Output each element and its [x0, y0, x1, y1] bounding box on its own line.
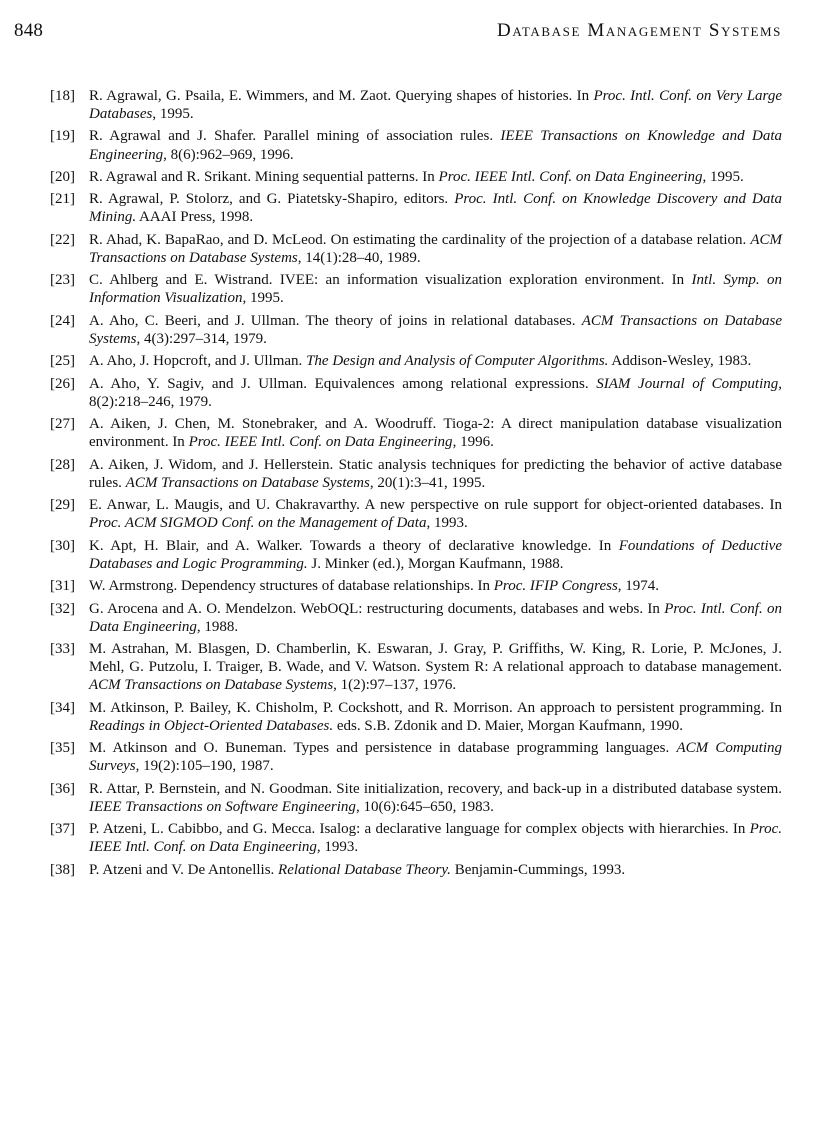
- reference-text: [89, 640, 782, 694]
- reference-text: [89, 190, 782, 226]
- reference-venue: ACM Transactions on Database Systems: [125, 474, 370, 491]
- reference-text: [89, 456, 782, 492]
- reference-authors-text: A. Aho, C. Beeri, and J. Ullman. The theory of joins in relational databases.: [89, 312, 582, 329]
- reference-venue: IEEE Transactions on Knowledge and Data Engineering: [89, 128, 782, 163]
- running-title: Database Management Systems: [497, 20, 782, 41]
- reference-authors-text: R. Agrawal and R. Srikant. Mining sequential patterns. In: [89, 168, 439, 185]
- reference-text: [89, 496, 782, 532]
- reference-item: [50, 577, 782, 595]
- reference-details: , 1(2):97–137, 1976.: [333, 677, 457, 694]
- reference-authors-text: R. Ahad, K. BapaRao, and D. McLeod. On estimating the cardinality of the projection of a database relation.: [89, 231, 751, 248]
- reference-list: [50, 87, 782, 883]
- reference-number: [25]: [50, 353, 75, 370]
- reference-details: J. Minker (ed.), Morgan Kaufmann, 1988.: [307, 555, 564, 572]
- reference-authors-text: M. Atkinson and O. Buneman. Types and persistence in database programming languages.: [89, 740, 677, 757]
- reference-authors-text: R. Agrawal and J. Shafer. Parallel mining of association rules.: [89, 128, 501, 145]
- reference-number: [21]: [50, 191, 75, 208]
- reference-number: [20]: [50, 168, 75, 185]
- reference-item: [50, 127, 782, 163]
- reference-text: [89, 600, 782, 636]
- reference-number: [38]: [50, 861, 75, 878]
- reference-details: Benjamin-Cummings, 1993.: [450, 861, 626, 878]
- reference-venue: Readings in Object-Oriented Databases.: [89, 717, 334, 734]
- reference-item: [50, 271, 782, 307]
- reference-details: , 1995.: [242, 290, 284, 307]
- reference-venue: The Design and Analysis of Computer Algorithms.: [306, 353, 609, 370]
- reference-venue: Proc. IEEE Intl. Conf. on Data Engineering: [438, 168, 703, 185]
- reference-authors-text: M. Atkinson, P. Bailey, K. Chisholm, P. Cockshott, and R. Morrison. An approach to persistent programming. In: [89, 699, 782, 716]
- reference-text: [89, 699, 782, 735]
- reference-venue: SIAM Journal of Computing: [596, 375, 779, 392]
- reference-details: , 1995.: [152, 106, 194, 123]
- reference-item: [50, 820, 782, 856]
- reference-text: [89, 415, 782, 451]
- reference-authors-text: P. Atzeni, L. Cabibbo, and G. Mecca. Isalog: a declarative language for complex objects with hierarchies. In: [89, 821, 750, 838]
- page-number: 848: [14, 20, 44, 41]
- reference-item: [50, 456, 782, 492]
- reference-venue: IEEE Transactions on Software Engineering: [89, 798, 356, 815]
- reference-details: , 10(6):645–650, 1983.: [355, 798, 494, 815]
- reference-venue: Proc. IFIP Congress: [493, 578, 618, 595]
- reference-details: , 1993.: [426, 515, 468, 532]
- reference-details: AAAI Press, 1998.: [136, 209, 254, 226]
- reference-text: [89, 780, 782, 816]
- reference-authors-text: R. Agrawal, P. Stolorz, and G. Piatetsky-Shapiro, editors.: [89, 191, 455, 208]
- reference-text: [89, 537, 782, 573]
- reference-item: [50, 87, 782, 123]
- reference-authors-text: C. Ahlberg and E. Wistrand. IVEE: an information visualization exploration environment. In: [89, 272, 692, 289]
- reference-venue: Proc. ACM SIGMOD Conf. on the Management of Data: [89, 515, 427, 532]
- reference-venue: Proc. Intl. Conf. on Data Engineering: [89, 600, 782, 635]
- reference-item: [50, 739, 782, 775]
- reference-item: [50, 375, 782, 411]
- reference-venue: Proc. Intl. Conf. on Very Large Databases: [89, 88, 782, 123]
- reference-authors-text: A. Aiken, J. Widom, and J. Hellerstein. Static analysis techniques for predicting the behavior of active database rules.: [89, 456, 782, 491]
- reference-details: Addison-Wesley, 1983.: [608, 353, 752, 370]
- reference-text: [89, 352, 782, 370]
- reference-authors-text: R. Attar, P. Bernstein, and N. Goodman. Site initialization, recovery, and back-up in a distributed database system.: [89, 780, 782, 797]
- reference-text: [89, 312, 782, 348]
- reference-item: [50, 600, 782, 636]
- reference-details: , 8(2):218–246, 1979.: [89, 375, 783, 410]
- reference-item: [50, 861, 782, 879]
- reference-number: [22]: [50, 231, 75, 248]
- reference-details: eds. S.B. Zdonik and D. Maier, Morgan Kaufmann, 1990.: [333, 717, 684, 734]
- reference-details: , 20(1):3–41, 1995.: [369, 474, 486, 491]
- reference-authors-text: G. Arocena and A. O. Mendelzon. WebOQL: restructuring documents, databases and webs. In: [89, 600, 665, 617]
- reference-text: [89, 861, 782, 879]
- reference-details: , 1996.: [452, 434, 494, 451]
- reference-number: [23]: [50, 272, 75, 289]
- reference-text: [89, 820, 782, 856]
- reference-text: [89, 231, 782, 267]
- reference-text: [89, 375, 782, 411]
- reference-details: , 1995.: [702, 168, 744, 185]
- reference-venue: Relational Database Theory.: [278, 861, 451, 878]
- reference-authors-text: A. Aho, J. Hopcroft, and J. Ullman.: [89, 353, 307, 370]
- reference-number: [26]: [50, 375, 75, 392]
- reference-venue: ACM Transactions on Database Systems: [89, 312, 782, 347]
- reference-authors-text: M. Astrahan, M. Blasgen, D. Chamberlin, K. Eswaran, J. Gray, P. Griffiths, W. King, R. Lorie, P. McJones, J. Mehl, G. Putzolu, I. Traiger, B. Wade, and V. Watson. System R: A relational approach to database management.: [89, 640, 782, 676]
- reference-text: [89, 739, 782, 775]
- reference-item: [50, 496, 782, 532]
- reference-venue: Intl. Symp. on Information Visualization: [89, 272, 782, 307]
- reference-authors-text: K. Apt, H. Blair, and A. Walker. Towards a theory of declarative knowledge. In: [89, 537, 619, 554]
- reference-venue: Proc. Intl. Conf. on Knowledge Discovery and Data Mining.: [89, 191, 782, 226]
- reference-item: [50, 312, 782, 348]
- reference-venue: ACM Transactions on Database Systems: [89, 231, 782, 266]
- reference-number: [27]: [50, 416, 75, 433]
- reference-venue: ACM Computing Surveys: [89, 740, 782, 775]
- reference-text: [89, 271, 782, 307]
- reference-details: , 19(2):105–190, 1987.: [135, 758, 274, 775]
- reference-item: [50, 780, 782, 816]
- reference-number: [18]: [50, 88, 75, 104]
- reference-details: , 8(6):962–969, 1996.: [163, 146, 294, 163]
- reference-number: [37]: [50, 821, 75, 838]
- reference-number: [30]: [50, 537, 75, 554]
- reference-venue: Proc. IEEE Intl. Conf. on Data Engineering: [89, 821, 782, 856]
- reference-text: [89, 87, 782, 123]
- reference-number: [35]: [50, 740, 75, 757]
- reference-item: [50, 190, 782, 226]
- reference-text: [89, 127, 782, 163]
- reference-details: , 14(1):28–40, 1989.: [297, 249, 421, 266]
- reference-number: [19]: [50, 128, 75, 145]
- reference-item: [50, 537, 782, 573]
- reference-authors-text: A. Aho, Y. Sagiv, and J. Ullman. Equivalences among relational expressions.: [89, 375, 597, 392]
- reference-authors-text: W. Armstrong. Dependency structures of database relationships. In: [89, 578, 494, 595]
- reference-details: , 1974.: [617, 578, 660, 595]
- reference-item: [50, 168, 782, 186]
- reference-item: [50, 231, 782, 267]
- reference-text: [89, 168, 782, 186]
- reference-venue: ACM Transactions on Database Systems: [89, 677, 334, 694]
- reference-venue: Proc. IEEE Intl. Conf. on Data Engineering: [188, 434, 453, 451]
- reference-venue: Foundations of Deductive Databases and Logic Programming.: [89, 537, 782, 572]
- reference-number: [36]: [50, 780, 75, 797]
- reference-number: [32]: [50, 600, 75, 617]
- reference-number: [33]: [50, 640, 75, 657]
- reference-authors-text: E. Anwar, L. Maugis, and U. Chakravarthy. A new perspective on rule support for object-oriented databases. In: [89, 497, 782, 514]
- reference-number: [28]: [50, 456, 75, 473]
- reference-authors-text: R. Agrawal, G. Psaila, E. Wimmers, and M. Zaot. Querying shapes of histories. In: [89, 88, 594, 104]
- reference-details: , 1993.: [316, 839, 359, 856]
- reference-details: , 1988.: [196, 618, 239, 635]
- reference-item: [50, 415, 782, 451]
- reference-text: [89, 577, 782, 595]
- reference-authors-text: P. Atzeni and V. De Antonellis.: [89, 861, 279, 878]
- reference-item: [50, 352, 782, 370]
- reference-number: [34]: [50, 699, 75, 716]
- reference-details: , 4(3):297–314, 1979.: [136, 330, 267, 347]
- reference-number: [29]: [50, 497, 75, 514]
- reference-number: [31]: [50, 578, 75, 595]
- reference-item: [50, 640, 782, 694]
- reference-number: [24]: [50, 312, 75, 329]
- reference-authors-text: A. Aiken, J. Chen, M. Stonebraker, and A. Woodruff. Tioga-2: A direct manipulation database visualization environment. In: [89, 416, 782, 451]
- reference-item: [50, 699, 782, 735]
